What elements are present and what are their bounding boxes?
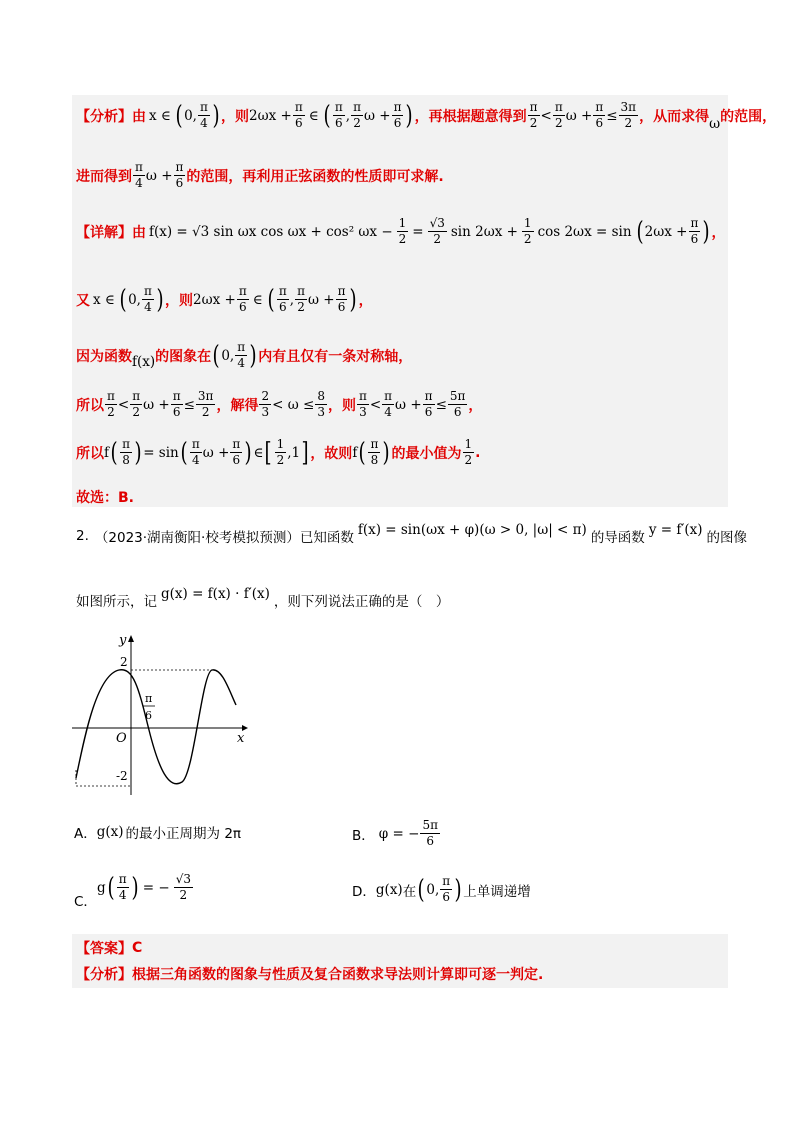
math: x ∈ ( 0, $\frac{\pi}{4}$ ): [93, 284, 164, 315]
text: ，则下列说法正确的是（ ）: [273, 594, 450, 610]
text: ，再根据题意得到: [414, 108, 527, 125]
fraction: [689, 216, 701, 247]
num: π: [424, 389, 433, 403]
math-text: g(x): [96, 824, 124, 840]
paren: (: [636, 216, 644, 247]
den: 4: [192, 453, 200, 467]
answer-line: [76, 938, 142, 958]
math: f(x) = √3 sin ωx cos ωx + cos² ωx − $\frac{1}{2}$ = $\frac{√3}{2}$ sin 2ωx + $\frac{1}{2}$ cos 2ωx = sin ( 2ωx + $\frac{\pi}{6}$ ): [149, 216, 711, 247]
num: π: [278, 284, 287, 298]
math-text: g(x): [375, 881, 403, 898]
text: 由: [132, 108, 146, 125]
fraction: [420, 818, 440, 849]
paren: (: [267, 284, 275, 315]
question-number: 2.: [76, 528, 89, 544]
num: 3π: [197, 389, 214, 403]
num: π: [384, 389, 393, 403]
fraction: [619, 100, 639, 131]
math: f ( $\frac{\pi}{8}$ ) = sin ( $\frac{\pi}{4}$ ω + $\frac{\pi}{6}$ ) ∈ [ $\frac{1}{2}$ ,1 ]: [104, 437, 309, 468]
text: ，: [358, 292, 373, 309]
fraction: [293, 100, 305, 131]
num: π: [143, 284, 152, 298]
paren: ): [405, 100, 414, 131]
analysis-line-5: [76, 340, 412, 371]
math: ( 0, $\frac{\pi}{6}$ ): [417, 874, 462, 905]
den: 6: [442, 890, 451, 904]
num: √3: [429, 216, 445, 230]
math: 2ωx + $\frac{\pi}{6}$ ∈ ( $\frac{\pi}{6}$ , $\frac{\pi}{2}$ ω + $\frac{\pi}{6}$ ): [249, 100, 414, 131]
math-text: f(x): [132, 353, 156, 370]
bracket: ]: [301, 437, 309, 468]
den: 2: [624, 116, 633, 130]
math: 2ωx + $\frac{\pi}{6}$ ∈ ( $\frac{\pi}{6}$ , $\frac{\pi}{2}$ ω + $\frac{\pi}{6}$ ): [193, 284, 358, 315]
option-label: B．: [352, 827, 375, 844]
analysis-label: 【分析】: [76, 967, 132, 983]
fraction: [142, 284, 154, 315]
text: 如图所示，记: [76, 594, 157, 610]
math-text: y = f′(x): [648, 522, 703, 538]
den: 8: [370, 453, 379, 467]
fraction: [448, 389, 468, 420]
analysis-line-8: [76, 487, 134, 507]
y-axis-label: y: [119, 633, 127, 648]
text: ，故则: [310, 445, 353, 462]
paren: (: [417, 874, 425, 905]
num: 1: [523, 216, 532, 230]
fraction: [295, 284, 307, 315]
math: $\frac{\pi}{2}$ < $\frac{\pi}{2}$ ω + $\frac{\pi}{6}$ ≤ $\frac{3\pi}{2}$: [107, 389, 214, 419]
fraction: [230, 437, 242, 468]
num: π: [237, 340, 246, 354]
fraction: [133, 160, 145, 191]
math-text: = −: [142, 879, 170, 896]
option-c[interactable]: [74, 872, 194, 910]
den: 6: [294, 116, 303, 130]
num: π: [135, 160, 143, 174]
paren: (: [175, 100, 183, 131]
num: π: [334, 100, 343, 114]
text: 的图像: [706, 530, 748, 546]
num: π: [238, 284, 247, 298]
fraction: [237, 284, 249, 315]
math-text: 2ωx +: [249, 107, 292, 124]
tick-label-2: 2: [120, 655, 128, 669]
paren: (: [323, 100, 331, 131]
derivative-curve: [76, 670, 236, 784]
text: 的范围，再利用正弦函数的性质即可求解.: [186, 168, 444, 185]
den: 4: [237, 356, 245, 370]
analysis-line-1: [76, 100, 776, 131]
detail-label: 【详解】: [76, 224, 132, 241]
fraction: [171, 389, 183, 420]
answer-label: 【答案】: [76, 941, 132, 957]
den: 2: [398, 232, 407, 246]
fraction: [174, 160, 186, 191]
den: 6: [453, 405, 462, 419]
den: 6: [172, 405, 181, 419]
math: $\frac{2}{3}$ < ω ≤ $\frac{8}{3}$: [261, 389, 325, 419]
den: 6: [393, 116, 402, 130]
text: ，: [711, 224, 726, 241]
fraction: [130, 389, 142, 420]
fraction: [382, 389, 394, 420]
den: 2: [529, 116, 538, 130]
num: π: [529, 100, 538, 114]
fraction: [190, 437, 202, 468]
tick-label-minus-2: -2: [116, 769, 128, 783]
den: 6: [335, 116, 343, 130]
math: f ( $\frac{\pi}{8}$ ): [352, 437, 390, 468]
text: 的导函数: [590, 530, 645, 546]
fraction: [428, 216, 447, 247]
analysis-text: 根据三角函数的图象与性质及复合函数求导法则计算即可逐一判定.: [132, 967, 544, 983]
num: π: [353, 100, 361, 114]
paren: ): [249, 340, 257, 371]
num: 1: [464, 437, 473, 451]
answer-analysis-line: [76, 964, 543, 984]
math: $\frac{\pi}{2}$ < $\frac{\pi}{2}$ ω + $\frac{\pi}{6}$ ≤ $\frac{3\pi}{2}$: [529, 100, 637, 130]
text: 的最小值为: [391, 445, 462, 462]
analysis-line-4: [76, 284, 373, 315]
num: π: [337, 284, 346, 298]
text: 所以: [76, 397, 104, 414]
den: 2: [464, 453, 473, 467]
num: π: [118, 872, 127, 886]
den: 6: [232, 453, 241, 467]
bracket: [: [264, 437, 273, 468]
text: ，则: [165, 292, 193, 309]
den: 2: [554, 116, 563, 130]
math: [419, 818, 441, 849]
den: 6: [426, 834, 435, 848]
paren: ): [131, 872, 139, 903]
num: π: [232, 437, 241, 451]
option-b[interactable]: [352, 818, 441, 849]
fraction: [522, 216, 534, 247]
question-line-2: [76, 586, 450, 610]
den: 4: [118, 888, 127, 902]
num: 1: [398, 216, 407, 230]
num: √3: [175, 872, 191, 886]
num: π: [297, 284, 305, 298]
origin-label: O: [116, 731, 127, 746]
fraction: [392, 100, 404, 131]
den: 6: [595, 116, 604, 130]
text: ，则: [327, 397, 356, 414]
num: 3π: [620, 100, 637, 114]
paren: ): [134, 437, 142, 468]
text: 的图象在: [155, 348, 212, 365]
fraction: [423, 389, 435, 420]
paren: (: [107, 872, 115, 903]
den: 2: [201, 405, 210, 419]
text: ，从而求得: [639, 108, 710, 125]
den: 2: [433, 232, 442, 246]
den: 3: [359, 405, 367, 419]
option-d[interactable]: [352, 874, 531, 905]
math-text: x ∈: [93, 291, 115, 308]
fraction: [463, 437, 475, 468]
paren: (: [110, 437, 118, 468]
text: .: [475, 444, 481, 461]
y-axis-arrow: [128, 635, 134, 642]
text: 进而得到: [76, 168, 132, 185]
num: 2: [261, 389, 270, 403]
analysis-line-3: [76, 216, 726, 247]
fraction: [117, 872, 129, 903]
fraction: [120, 437, 132, 468]
den: 6: [279, 300, 287, 314]
option-a[interactable]: [74, 822, 241, 842]
fraction: [196, 389, 216, 420]
text: 所以: [76, 445, 104, 462]
fraction: [235, 340, 247, 371]
num: π: [393, 100, 402, 114]
fraction: [357, 389, 369, 420]
den: 3: [317, 405, 325, 419]
den: 4: [384, 405, 392, 419]
tick-label-pi: π: [145, 692, 153, 705]
den: 6: [690, 232, 699, 246]
den: 6: [337, 300, 346, 314]
fraction: [368, 437, 380, 468]
fraction: [440, 874, 452, 905]
analysis-label: 【分析】: [76, 108, 132, 125]
num: 5π: [449, 389, 466, 403]
text: ，解得: [216, 397, 259, 414]
fraction: [174, 872, 193, 903]
den: 2: [297, 300, 305, 314]
fraction: [315, 389, 327, 420]
option-label: C．: [74, 893, 97, 910]
tick-label-6: 6: [145, 709, 152, 722]
answer-value: C: [132, 940, 143, 956]
num: π: [172, 389, 181, 403]
paren: ): [244, 437, 252, 468]
x-axis-label: x: [237, 731, 245, 746]
num: 8: [317, 389, 325, 403]
num: π: [132, 389, 141, 403]
fraction: [351, 100, 363, 131]
text: ，: [468, 397, 483, 414]
num: π: [358, 389, 367, 403]
math-text: ∈: [252, 291, 263, 308]
paren: ): [454, 874, 462, 905]
den: 6: [424, 405, 433, 419]
den: 2: [276, 453, 285, 467]
math: [97, 872, 194, 903]
fraction: [105, 389, 117, 420]
den: 2: [179, 888, 188, 902]
text: 故选：B.: [76, 490, 134, 506]
den: 2: [353, 116, 361, 130]
math: x ∈ ( 0, $\frac{\pi}{4}$ ): [149, 100, 220, 131]
num: π: [107, 389, 115, 403]
paren: (: [119, 284, 127, 315]
fraction: [275, 437, 287, 468]
text: 又: [76, 292, 90, 309]
math-text: ∈: [308, 107, 319, 124]
text: 因为函数: [76, 348, 132, 365]
num: π: [122, 437, 131, 451]
math-text: φ = −: [378, 825, 420, 842]
fraction: [528, 100, 540, 131]
den: 6: [175, 176, 184, 190]
question-line-1: [76, 522, 748, 546]
math-text: g(x) = f(x) · f′(x): [161, 586, 270, 602]
num: π: [442, 874, 451, 888]
math-text: 2ωx +: [193, 291, 236, 308]
text: 在: [402, 883, 417, 900]
fraction: [333, 100, 345, 131]
den: 8: [122, 453, 130, 467]
den: 4: [200, 116, 208, 130]
text: 由: [132, 224, 146, 241]
analysis-line-6: [76, 389, 482, 420]
math-text: g: [96, 879, 106, 896]
math-text: f(x) = sin(ωx + φ)(ω > 0, |ω| < π): [357, 522, 587, 538]
den: 3: [261, 405, 270, 419]
fraction: [593, 100, 605, 131]
derivative-graph: [64, 630, 254, 800]
paren: ): [212, 100, 220, 131]
math-text: f(x) = √3 sin ωx cos ωx + cos² ωx −: [149, 223, 393, 240]
math: $\frac{\pi}{4}$ ω + $\frac{\pi}{6}$: [135, 160, 184, 190]
num: π: [554, 100, 563, 114]
den: 4: [135, 176, 143, 190]
paren: ): [349, 284, 358, 315]
num: π: [370, 437, 379, 451]
text: （2023·湖南衡阳·校考模拟预测）已知函数: [94, 530, 354, 546]
option-text: 的最小正周期为 2π: [125, 826, 242, 842]
fraction: [397, 216, 409, 247]
math: $\frac{\pi}{3}$ < $\frac{\pi}{4}$ ω + $\frac{\pi}{6}$ ≤ $\frac{5\pi}{6}$: [358, 389, 466, 419]
num: 5π: [422, 818, 438, 832]
fraction: [259, 389, 271, 420]
paren: (: [180, 437, 188, 468]
paren: ): [702, 216, 711, 247]
fraction: [277, 284, 289, 315]
paren: (: [212, 340, 220, 371]
math-text: ω: [709, 115, 721, 132]
den: 4: [144, 300, 152, 314]
analysis-line-2: [76, 160, 444, 191]
paren: ): [382, 437, 390, 468]
num: 1: [276, 437, 285, 451]
math-text: x ∈: [149, 107, 171, 124]
text: 的范围，: [720, 108, 777, 125]
den: 2: [523, 232, 532, 246]
den: 2: [107, 405, 115, 419]
den: 2: [132, 405, 140, 419]
math-text: sin 2ωx +: [450, 223, 518, 240]
paren: (: [358, 437, 366, 468]
num: π: [690, 216, 699, 230]
text: 内有且仅有一条对称轴，: [258, 348, 413, 365]
option-label: D．: [352, 883, 376, 900]
num: π: [191, 437, 200, 451]
num: π: [175, 160, 184, 174]
math-text: cos 2ωx = sin: [537, 223, 632, 240]
option-label: A．: [74, 826, 97, 842]
text: ，则: [221, 108, 249, 125]
paren: ): [156, 284, 164, 315]
fraction: [553, 100, 565, 131]
num: π: [595, 100, 604, 114]
math: [462, 437, 476, 468]
option-text: 上单调递增: [463, 883, 531, 900]
num: π: [294, 100, 303, 114]
math-text: =: [412, 223, 424, 240]
analysis-line-7: [76, 437, 480, 468]
fraction: [336, 284, 348, 315]
den: 6: [238, 300, 247, 314]
fraction: [198, 100, 210, 131]
math: ( 0, $\frac{\pi}{4}$ ): [212, 340, 257, 371]
num: π: [199, 100, 208, 114]
